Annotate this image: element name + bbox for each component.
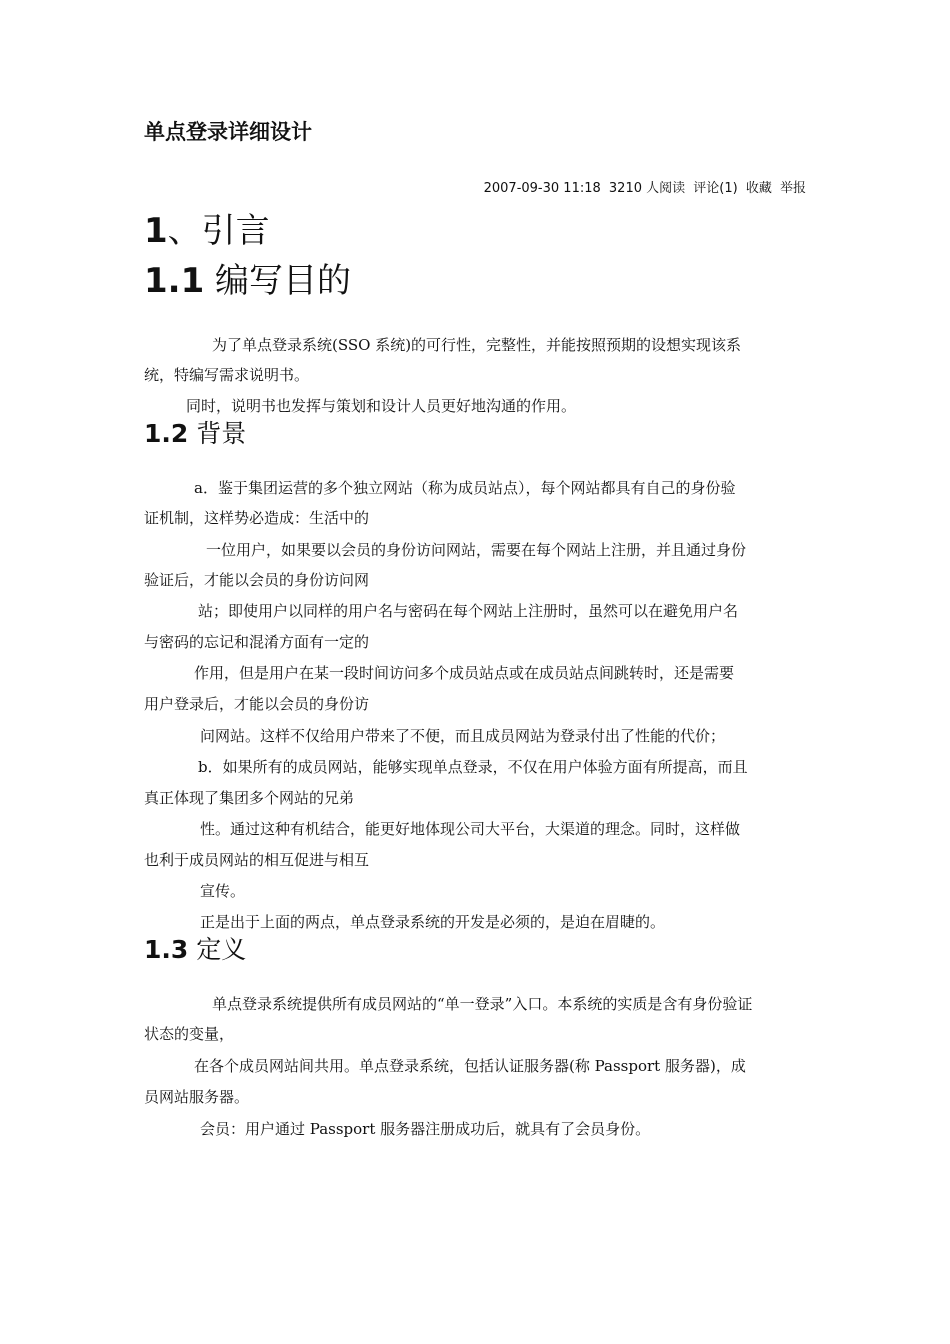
post-meta	[480, 177, 806, 196]
paragraph-line: 真正体现了集团多个网站的兄弟	[144, 789, 355, 807]
paragraph-line: 站；即使用户以同样的用户名与密码在每个网站上注册时，虽然可以在避免用户名	[198, 602, 739, 620]
paragraph-line: 单点登录系统提供所有成员网站的“单一登录”入口。本系统的实质是含有身份验证	[212, 995, 753, 1013]
heading-introduction: 1、引言	[144, 211, 270, 251]
paragraph-line: 状态的变量，	[144, 1025, 235, 1043]
report-link[interactable]: 举报	[779, 181, 806, 196]
paragraph-line: a．鉴于集团运营的多个独立网站（称为成员站点），每个网站都具有自己的身份验	[194, 479, 736, 497]
page-title: 单点登录详细设计	[144, 120, 312, 144]
paragraph-line: 会员：用户通过 Passport 服务器注册成功后，就具有了会员身份。	[200, 1120, 651, 1138]
favorite-link[interactable]: 收藏	[745, 181, 772, 196]
paragraph-line: 验证后，才能以会员的身份访问网	[144, 571, 370, 589]
paragraph-line: 作用，但是用户在某一段时间访问多个成员站点或在成员站点间跳转时，还是需要	[194, 664, 735, 682]
paragraph-line: 员网站服务器。	[144, 1088, 250, 1106]
paragraph-line: 宣传。	[200, 882, 246, 900]
paragraph-line: 统，特编写需求说明书。	[144, 366, 310, 384]
paragraph-line: 一位用户，如果要以会员的身份访问网站，需要在每个网站上注册，并且通过身份	[206, 541, 747, 559]
paragraph-line: 正是出于上面的两点，单点登录系统的开发是必须的，是迫在眉睫的。	[200, 913, 666, 931]
paragraph-line: 为了单点登录系统(SSO 系统)的可行性，完整性，并能按照预期的设想实现该系	[212, 336, 742, 354]
paragraph-line: 证机制，这样势必造成：生活中的	[144, 509, 370, 527]
read-count: 3210 人阅读	[608, 181, 686, 196]
post-date: 2007-09-30 11:18	[483, 181, 601, 196]
paragraph-line: 问网站。这样不仅给用户带来了不便，而且成员网站为登录付出了性能的代价；	[200, 727, 726, 745]
comment-link[interactable]: 评论(1)	[693, 181, 738, 196]
paragraph-line: 也利于成员网站的相互促进与相互	[144, 851, 370, 869]
heading-purpose: 1.1 编写目的	[144, 261, 352, 301]
heading-background: 1.2 背景	[144, 419, 247, 448]
paragraph-line: 与密码的忘记和混淆方面有一定的	[144, 633, 370, 651]
paragraph-line: 在各个成员网站间共用。单点登录系统，包括认证服务器(称 Passport 服务器)，成	[194, 1057, 746, 1075]
paragraph-line: 性。通过这种有机结合，能更好地体现公司大平台，大渠道的理念。同时，这样做	[200, 820, 741, 838]
paragraph-line: b．如果所有的成员网站，能够实现单点登录，不仅在用户体验方面有所提高，而且	[198, 758, 748, 776]
paragraph-line: 同时，说明书也发挥与策划和设计人员更好地沟通的作用。	[186, 397, 577, 415]
heading-definition: 1.3 定义	[144, 935, 247, 964]
paragraph-line: 用户登录后，才能以会员的身份访	[144, 695, 370, 713]
